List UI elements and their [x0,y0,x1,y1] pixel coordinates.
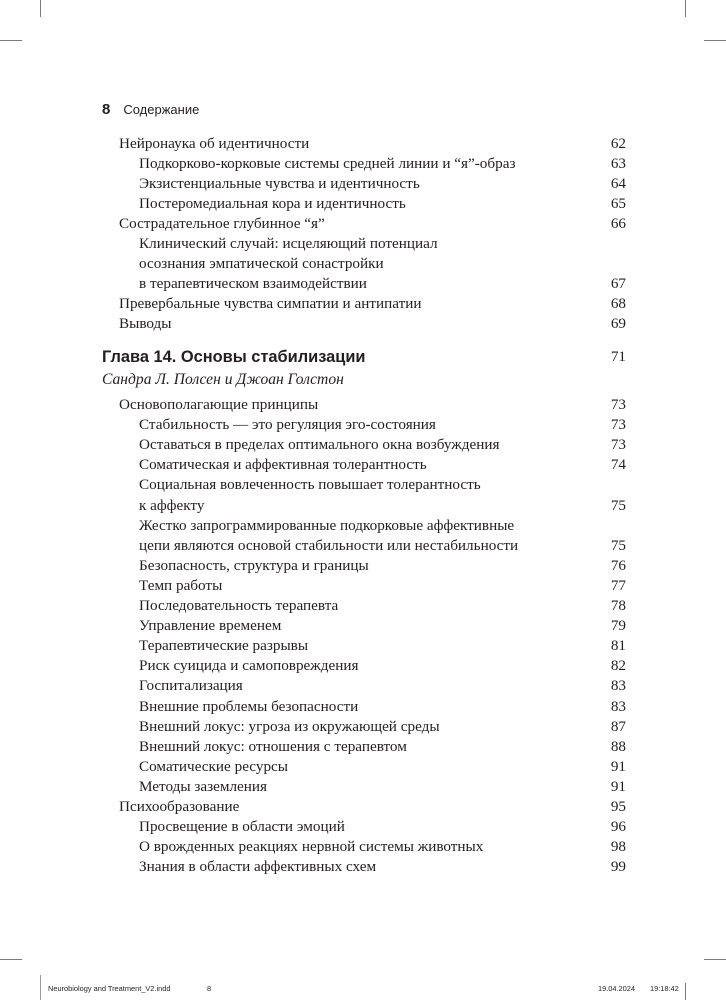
slug-divider [40,975,41,1000]
toc-section-title: Психообразование [119,798,240,815]
toc-page-number: 76 [610,556,626,574]
toc-section-title: Основополагающие принципы [119,396,319,413]
toc-page-number: 95 [610,798,626,815]
toc-subsection-title: Управление временем [139,617,282,635]
toc-page-number: 79 [610,617,626,635]
toc-page-number: 88 [610,737,626,755]
toc-subsection-title: Соматические ресурсы [139,757,288,775]
running-head [102,101,199,121]
toc-subsection-title: Экзистенциальные чувства и идентичность [139,174,420,192]
crop-mark [685,0,686,17]
toc-subsection-title: О врожденных реакциях нервной системы животных [139,838,484,856]
toc-subsection-title: Последовательность терапевта [139,597,339,614]
toc-subsection-title: Темп работы [139,576,223,594]
toc-subsection-title: цепи являются основой стабильности или нестабильности [139,536,519,554]
chapter-title: Глава 14. Основы стабилизации [102,348,366,366]
toc-section-title: Превербальные чувства симпатии и антипатии [119,295,422,313]
toc-page-number: 75 [610,536,626,554]
crop-mark [704,40,726,41]
crop-mark [0,959,22,960]
toc-subsection-title: Постеромедиальная кора и идентичность [139,194,406,212]
toc-page-number: 69 [610,315,626,333]
toc-subsection-title: Внешний локус: отношения с терапевтом [139,737,407,755]
toc-subsection-title: Терапевтические разрывы [139,637,309,655]
toc-subsection-title: Методы заземления [139,777,268,795]
toc-page-number: 82 [610,657,626,675]
crop-mark [0,40,22,41]
crop-mark [40,0,41,17]
toc-subsection-title: в терапевтическом взаимодействии [139,275,367,293]
toc-subsection-title: Внешние проблемы безопасности [139,697,359,715]
toc-subsection-title: Внешний локус: угроза из окружающей среды [139,717,440,735]
toc-subsection-title: Знания в области аффективных схем [139,858,377,876]
toc-subsection-title: Стабильность — это регуляция эго-состояния [139,416,436,434]
crop-mark [685,983,686,1000]
toc-page-number: 77 [610,576,626,594]
running-head-title: Содержание [123,102,200,117]
toc-page-number: 83 [610,677,626,695]
toc-page-number: 73 [610,416,626,434]
toc-subsection-title: Безопасность, структура и границы [139,556,369,574]
toc-page-number: 66 [610,214,626,232]
toc-page-number: 73 [610,436,626,454]
toc-page-number: 68 [610,295,626,313]
toc-subsection-title: Риск суицида и самоповреждения [139,657,359,675]
toc-page-number: 83 [610,697,626,715]
toc-section-title: Нейронаука об идентичности [119,134,310,152]
toc-subsection-title: осознания эмпатической сонастройки [139,255,384,273]
toc-section-title: Сострадательное глубинное “я” [119,214,325,232]
toc-subsection-title: Подкорково-корковые системы средней линии и “я”-образ [139,154,516,172]
page-folio: 8 [102,101,111,118]
slug-date: 19.04.2024 [598,984,635,993]
slug-time: 19:18:42 [650,984,679,993]
toc-subsection-title: Соматическая и аффективная толерантность [139,456,427,474]
crop-mark [704,959,726,960]
toc-page-number: 78 [610,597,626,614]
toc-page-number: 99 [610,858,626,876]
toc-page-number: 65 [610,194,626,212]
toc-page-number: 73 [610,396,626,413]
slug-file-name: Neurobiology and Treatment_V2.indd [48,984,171,993]
toc-page-number: 96 [610,818,626,836]
toc-page-number: 63 [610,154,626,172]
toc-page-number: 87 [610,717,626,735]
toc-subsection-title: Просвещение в области эмоций [139,818,345,836]
toc-subsection-title: Жестко запрограммированные подкорковые аффективные [139,516,515,534]
toc-section-title: Выводы [119,315,172,333]
toc-subsection-title: Оставаться в пределах оптимального окна возбуждения [139,436,500,454]
toc-subsection-title: Социальная вовлеченность повышает толерантность [139,476,481,494]
toc-page-number: 62 [610,134,626,152]
toc-page-number: 98 [610,838,626,856]
toc-page-number: 91 [610,777,626,795]
slug-page-number: 8 [207,984,212,993]
toc-subsection-title: к аффекту [139,496,205,514]
toc-subsection-title: Клинический случай: исцеляющий потенциал [139,235,438,252]
toc-page-number: 64 [610,174,626,192]
toc-subsection-title: Госпитализация [139,677,243,695]
toc-page-number: 67 [610,275,626,293]
toc-page-number: 81 [610,637,626,655]
chapter-authors: Сандра Л. Полсен и Джоан Голстон [102,371,344,388]
toc-page-number: 75 [610,496,626,514]
toc-page-number: 74 [610,456,626,474]
toc-page-number: 71 [610,348,626,365]
toc-page-number: 91 [610,757,626,775]
